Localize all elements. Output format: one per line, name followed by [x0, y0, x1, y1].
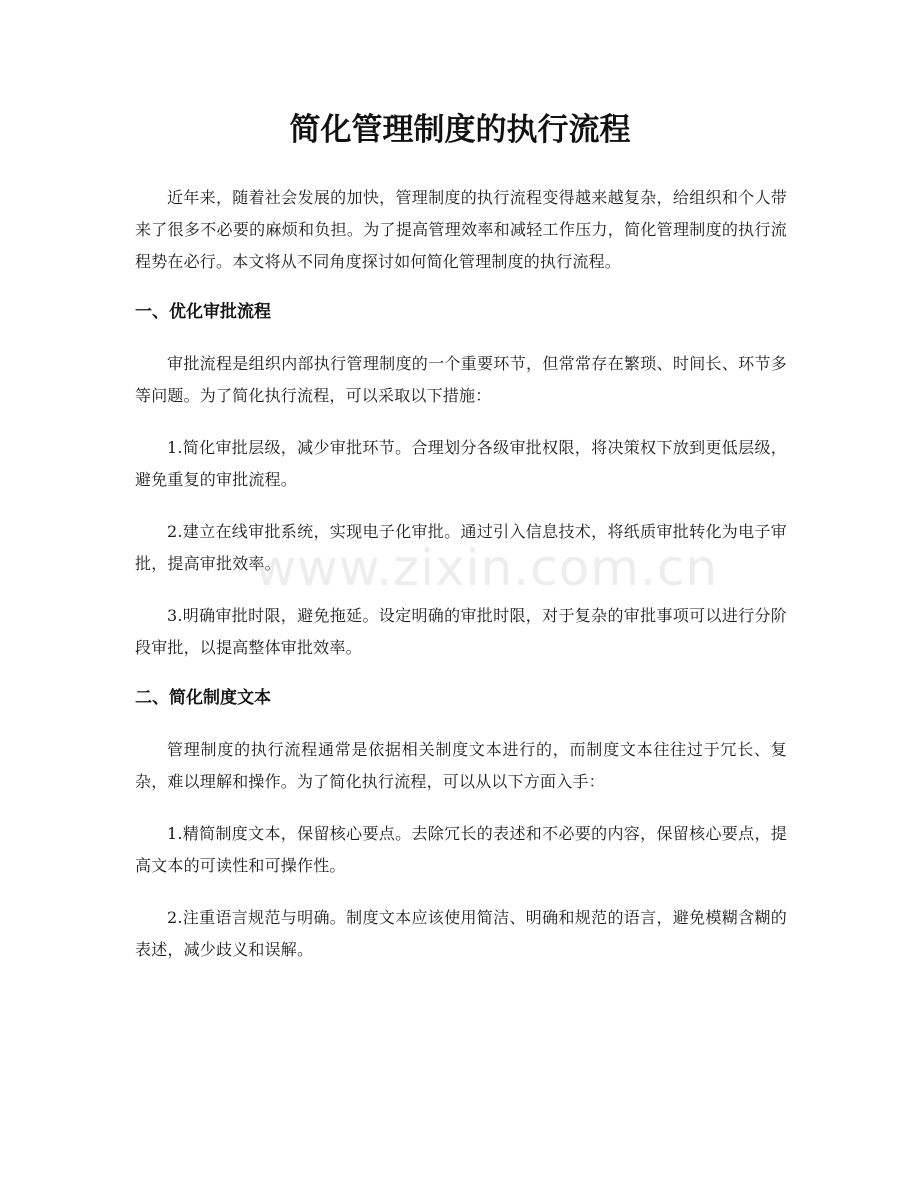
- text-intro-paragraph: 管理制度的执行流程通常是依据相关制度文本进行的，而制度文本往往过于冗长、复杂，难以理解和操作。为了简化执行流程，可以从以下方面入手：: [135, 740, 787, 791]
- approval-item-1: 1.简化审批层级，减少审批环节。合理划分各级审批权限，将决策权下放到更低层级，避免重复的审批流程。: [135, 438, 787, 489]
- document-body: [135, 182, 787, 986]
- watermark-text: www.zixin.com.cn: [255, 539, 719, 597]
- approval-item-2: 2.建立在线审批系统，实现电子化审批。通过引入信息技术，将纸质审批转化为电子审批，提高审批效率。: [135, 522, 787, 573]
- intro-paragraph: 近年来，随着社会发展的加快，管理制度的执行流程变得越来越复杂，给组织和个人带来了很多不必要的麻烦和负担。为了提高管理效率和减轻工作压力，简化管理制度的执行流程势在必行。本文将从不同角度探讨如何简化管理制度的执行流程。: [135, 188, 787, 271]
- document-title: 简化管理制度的执行流程: [289, 112, 631, 148]
- section-heading-text: 二、简化制度文本: [135, 688, 271, 708]
- approval-item-3: 3.明确审批时限，避免拖延。设定明确的审批时限，对于复杂的审批事项可以进行分阶段审批，以提高整体审批效率。: [135, 606, 787, 657]
- approval-intro-paragraph: 审批流程是组织内部执行管理制度的一个重要环节，但常常存在繁琐、时间长、环节多等问题。为了简化执行流程，可以采取以下措施：: [135, 354, 787, 405]
- text-item-1: 1.精简制度文本，保留核心要点。去除冗长的表述和不必要的内容，保留核心要点，提高文本的可读性和可操作性。: [135, 824, 787, 875]
- text-item-2: 2.注重语言规范与明确。制度文本应该使用简洁、明确和规范的语言，避免模糊含糊的表述，减少歧义和误解。: [135, 908, 787, 959]
- section-heading-approval: 一、优化审批流程: [135, 302, 271, 322]
